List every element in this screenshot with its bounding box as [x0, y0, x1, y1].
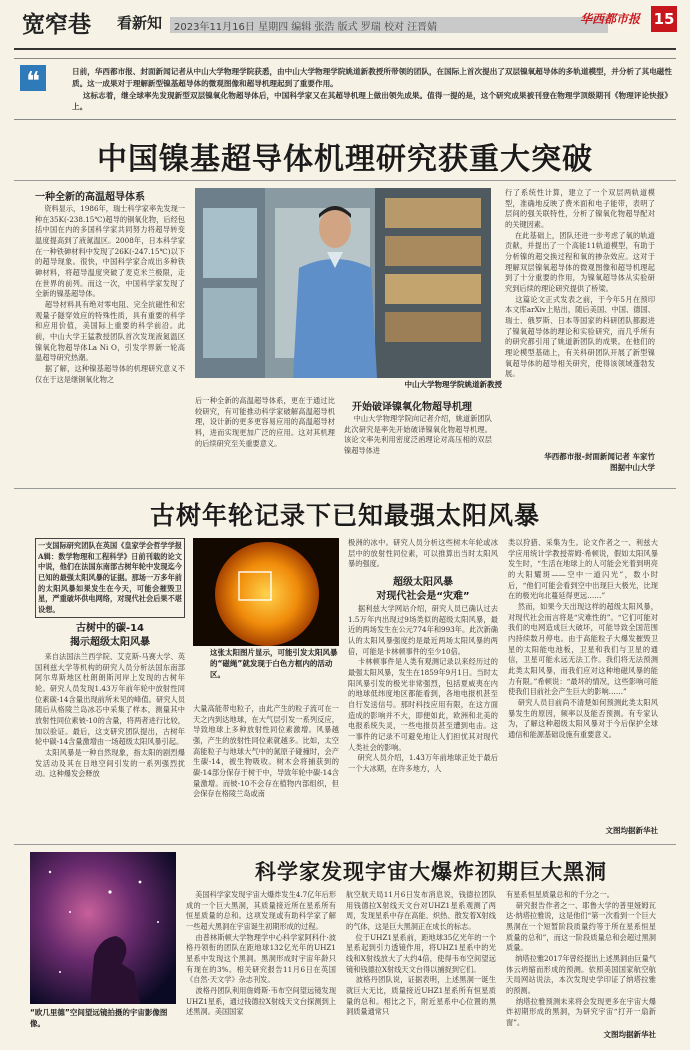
- article3-headline: 科学家发现宇宙大爆炸初期巨大黑洞: [255, 859, 607, 884]
- sun-photo: [193, 538, 339, 646]
- article1-rule: [14, 180, 676, 181]
- column-name: 宽窄巷: [22, 11, 91, 38]
- article1-bottom-rule: [14, 488, 676, 489]
- article1-col2b: 中山大学物理学院向记者介绍，姚道新团队此次研究是率先开始破译镍氧化物超导机理。该论文率先利用密度泛函理论对高压相的双层镍超导体进: [344, 414, 492, 455]
- page-number: 15: [651, 6, 677, 32]
- article1-subhead1: 一种全新的高温超导体系: [35, 192, 145, 203]
- article2-lead: 一支国际研究团队在英国《皇家学会哲学学报A辑：数学物理和工程科学》日前刊载的论文中说，他们在法国东南部古树年轮中发现迄今已知的最强太阳风暴的证据。那场一万多年前的太阳风暴如果发生在今天，可能会摧毁卫星，严重破坏供电网络，对现代社会后果不堪设想。: [38, 541, 182, 614]
- article2-col4: 类以狩猎、采集为生。论文作者之一、利兹大学应用统计学教授蒂姆·希顿说，假如太阳风暴发生时，“生活在地球上的人可能会光着到明亮的大阳耀斑——空中一道闪光”，数小时后，“他们可能会看到空中出现巨大极光，比现在的极光向北蔓延得更远……” 然而，如果今天出现这样的超级太阳风暴，对现代社会而言将是“灾难性的”。“它们可能对我们的电网造成巨大破坏，可能导致全国范围内持续数月停电。由于高能粒子大爆发摧毁卫星的太阳能电池板，卫星和我们与卫星的通信，卫星可能永远无法工作。我们将无法预测此类太阳风暴，而我们应对这种地磁风暴的能力有限。”希顿说：“最坏的情况，这些影响可能使我们目前社会产生巨大的影响……” 研究人员目前尚不清楚如何预测此类太阳风暴发生的原因，频率以及能否预测。有专家认为，了解这种超级太阳风暴对于今后保护全球通信和能源基础设施有重要意义。: [508, 538, 658, 739]
- article2-col3b: 据利兹大学网站介绍，研究人员已确认过去1.5万年内出现过9场类似的超级太阳风暴，最近的两场发生在公元774年和993年。此次新确认的太阳风暴强度约是最近两场太阳风暴的两倍，可能是卡林顿事件的至少10倍。 卡林顿事件是人类有观测记录以来经历过的最强太阳风暴，发生在1859年9月1日。当时太阳风暴引发的极光非常强烈，包括夏威夷在内的地球低纬度地区都能看到，各地电报机甚至自行发送信号。那时科技应用有限，在这方面造成的影响并不大，即便如此，欧洲和北美的电报系统失灵，一些电报员甚至遭到电击。这一事件的记录不可避免地让人们担忧其对现代人类社会的影响。 研究人员介绍，1.43万年前地球正处于最后一个大冰期，在许多地方，人: [348, 604, 498, 773]
- article3-col1: 美国科学家发现宇宙大爆炸发生4.7亿年后形成的一个巨大黑洞，其质量接近所在星系所有恒星质量的总和。这项发现或有助科学家了解一些超大黑洞在宇宙诞生初期形成的过程。 由普林斯顿大学物理学中心科学家阿科什·波格丹领衔的团队在距地球132亿光年的UHZ1星系中发现这个黑洞。黑洞形成时宇宙年龄只有现在的3%。相关研究报告11月6日在英国《自然·天文学》杂志刊发。 波格丹团队利用詹姆斯·韦布空间望远镜发现UHZ1星系，通过钱德拉X射线天文台探测到上述黑洞。美国国家: [186, 890, 337, 1017]
- article1-col3: 行了系统性计算，建立了一个双层两轨道模型，准确地反映了费米面和电子能带，表明了层间的强关联特性，分析了镍氧化物超导配对的关键因素。 在此基础上，团队还进一步考虑了氧的轨道贡献，并提出了一个高能11轨道模型，有助于分析镍的超交换过程和氧的掺杂效应。这对于理解双层镍氧超导体的微观图像和超导机理起到了十分重要的作用，为镍氧超导体从实验研究到后续的理论研究提供了桥梁。 这篇论文正式发表之前，于今年5月在预印本文库arXiv上贴出，随后美国、中国、德国、瑞士、俄罗斯、日本等国家的科研团队都跟进了镍氧超导体的理论和实验研究，而几乎所有的研究都引用了姚道新团队的成果。在他们的理论模型基础上，有关科研团队开展了新型镍氧超导体的超导相关研究，使得该领域蓬勃发展。: [505, 188, 656, 379]
- article1-col1: 资料显示，1986年，瑞士科学家率先发现一种在35K(-238.15℃)超导的铜氧化物，后经包括中国在内的多国科学家共同努力将超导转变温度提高到了液氮温区。2008年，日本科学家在一种铁砷材料中发现了26K(-247.15℃)以下的超导现象。很快，中国科学家合成出多种铁砷材料，将超导温度突破了麦克米兰极限，走在世界的前列。而这一次，中国科学家发现了全新的镍基超导体。 超导材料具有绝对零电阻、完全抗磁性和宏观量子隧穿效应的特殊性质，具有重要的科学和应用价值，美国际上重要的科学前沿。此前，中山大学王猛教授团队首次发现液氮温区镍氧化物超导体La Ni O，引发学界新一轮高温超导研究热潮。 据了解，这种镍基超导体的机理研究意义不仅在于这是继铜氧化物之: [35, 204, 186, 384]
- article2-col3a: 极洲的冰中。研究人员分析这些树木年轮或冰层中的放射性同位素，可以推算出当时太阳风暴的强度。: [348, 538, 498, 569]
- sub-column-name: 看新知: [117, 14, 163, 32]
- article2-headline: 古树年轮记录下已知最强太阳风暴: [149, 501, 540, 530]
- sun-photo-caption: 这张太阳图片显示，可能引发太阳风暴的“磁绳”就发现于白色方框内的活动区。: [210, 648, 338, 679]
- article2-col1: 来自法国法兰西学院、艾克斯-马赛大学、英国利兹大学等机构的研究人员分析法国东南部阿尔卑斯地区杜朗朗斯河岸上发现的古树年轮。研究人员发现1.43万年前年轮中放射性同位素碳-14含量出现前所未见的峰值。研究人员随后从格陵兰岛冰芯中采集了样本，测量其中放射性同位素铍-10的含量，将两者进行比较，加以验证。最后，这支研究团队提出，古树年轮中碳-14含量激增由一场超级太阳风暴引起。 太阳风暴是一种自然现象，指太阳的剧烈爆发活动及其在日地空间引发的一系列强烈扰动。这种爆发会释放: [35, 652, 185, 779]
- article3-byline: 文图均据新华社: [603, 1030, 656, 1039]
- article1-subhead2: 开始破译镍氧化物超导机理: [352, 402, 472, 413]
- date-line: 2023年11月16日 星期四 编辑 张浩 版式 罗瑞 校对 汪晋婧: [174, 22, 438, 33]
- article2-bottom-rule: [14, 844, 676, 845]
- newspaper-logo: 华西都市报: [580, 12, 641, 26]
- intro-box: [14, 58, 676, 120]
- quote-icon: ❝: [20, 65, 46, 91]
- article3-col2: 航空航天局11月6日发布消息说，钱德拉团队用钱德拉X射线天文台对UHZ1星系观测了两周，发现星系中存在高能、炽热、散发着X射线的气体，这是巨大黑洞正在成长的标志。 位于UHZ1星系前，距地球35亿光年的一个星系起到引力透镜作用，将UHZ1星系中的光线和X射线放大了大约4倍，使得韦布空间望远镜和钱德拉X射线天文台得以捕捉到它们。 波格丹团队说，证据表明，上述黑洞一诞生就巨大无比，质量接近UHZ1星系所有恒星质量的总和。相比之下，附近星系中心位置的黑洞质量通常只: [346, 890, 496, 1017]
- article2-subhead2: 超级太阳风暴 对现代社会是“灾难”: [376, 577, 470, 602]
- article2-col2: 大量高能带电粒子，由此产生的粒子流可在一天之内到达地球，在大气层引发一系列反应，导致地球上多种放射性同位素激增。风暴越强，产生的放射性同位素就越多。比如，太空高能粒子与地球大气中的氮原子碰撞时，会产生碳-14，被生物吸收。树木会将捕获到的碳-14部分保存于树干中，导致年轮中碳-14含量激增。而铍-10不会存在植物内部组织，但会保存在格陵兰岛或南: [193, 704, 339, 799]
- article1-photo-caption: 中山大学物理学院姚道新教授: [404, 380, 502, 389]
- professor-photo: [195, 188, 491, 378]
- page-header: [0, 0, 690, 48]
- article1-headline: 中国镍基超导体机理研究获重大突破: [97, 142, 593, 177]
- space-photo-caption: “欧几里德”空间望远镜拍摄的宇宙影像图像。: [30, 1008, 168, 1028]
- article2-subhead1: 古树中的碳-14 揭示超级太阳风暴: [70, 623, 150, 648]
- space-photo: [30, 852, 176, 1004]
- article2-byline: 文图均据新华社: [605, 826, 658, 835]
- header-rule: [14, 48, 676, 50]
- article1-byline: 华西都市报-封面新闻记者 车家竹 图据中山大学: [544, 452, 655, 472]
- article3-col3: 有星系恒星质量总和的千分之一。 研究报告作者之一、耶鲁大学的普里娅姆瓦达·纳塔拉雅说，这是他们“第一次看到一个巨大黑洞在一个短暂阶段质量约等于所在星系恒星质量的总和”，而这一阶段质量总和会超过黑洞质量。 纳塔拉雅2017年曾经提出上述黑洞由巨量气体云坍缩而形成的预测。依照美国国家航空航天局网站说法，本次发现史学印证了纳塔拉雅的预测。 纳塔拉雅预测未来将会发现更多在宇宙大爆炸初期形成的黑洞，为研究宇宙“打开一扇新窗”。: [506, 890, 657, 1027]
- article1-col2: 后一种全新的高温超导体系，更在于通过比较研究，有可能推动科学家破解高温超导机理，设计新的更多更容易应用的高温超导材料，进而实现更加广泛的应用。这对其机理的后续研究至关重要意义。: [195, 396, 335, 448]
- intro-text: 日前，华西都市报、封面新闻记者从中山大学物理学院获悉，由中山大学物理学院姚道新教授所带领的团队，在国际上首次提出了双层镍氧超导体的多轨道模型，并分析了其电磁性质。这一成果对于理解新型镍基超导体的微观图像和超导机理起到了重要作用。 这标志着，继全球率先发现新型双层镍氧化物超导体后，中国科学家又在其超导机理上做出领先成果。值得一提的是，这个研究成果被刊登在物理学顶级期刊《物理评论快报》上。: [72, 67, 672, 112]
